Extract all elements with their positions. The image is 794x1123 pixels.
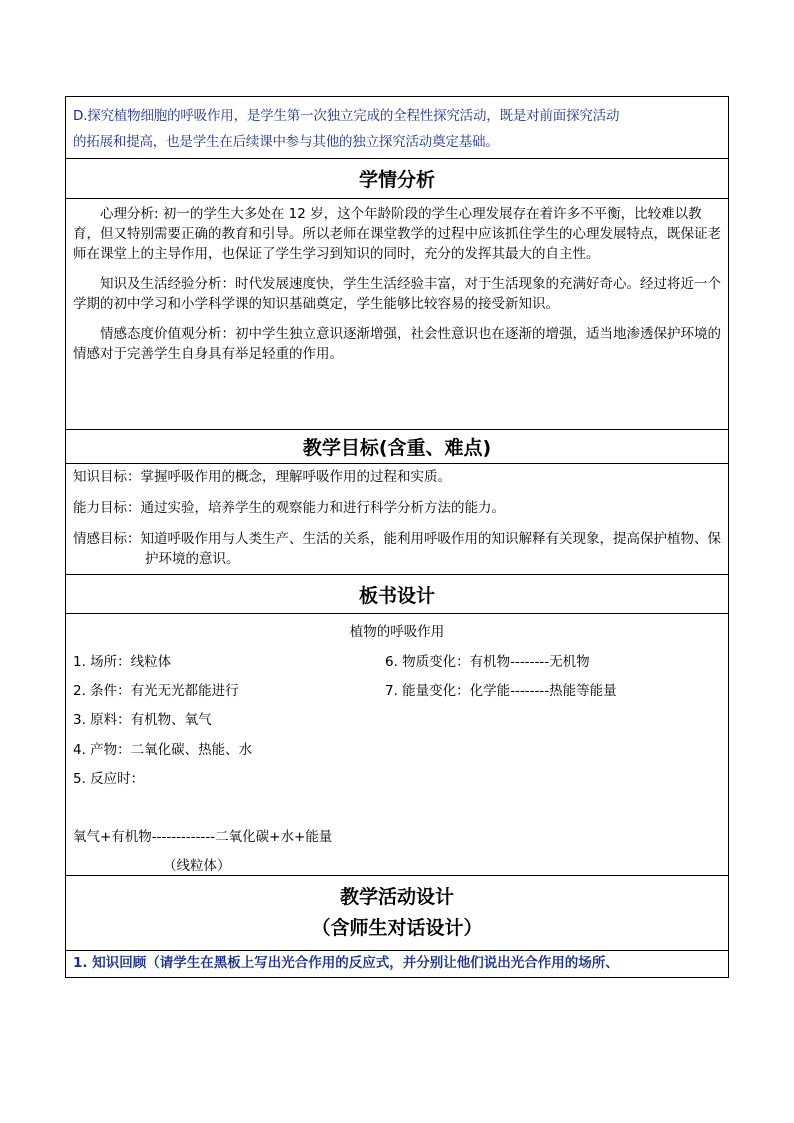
section-title-activity: 教学活动设计 xyxy=(339,886,454,908)
objectives-content xyxy=(66,464,728,569)
board-content xyxy=(66,614,728,875)
activity-step-1: 1. 知识回顾（请学生在黑板上写出光合作用的反应式，并分别让他们说出光合作用的场所、 xyxy=(73,955,619,971)
objectives-row xyxy=(66,464,729,575)
learning-analysis-heading-row xyxy=(66,159,729,199)
section-title-board: 板书设计 xyxy=(66,575,729,614)
emotion-objective: 情感目标：知道呼吸作用与人类生产、生活的关系，能利用呼吸作用的知识解释有关现象，提高保护植物、保护环境的意识。 xyxy=(73,531,721,567)
section-title-objectives: 教学目标(含重、难点) xyxy=(66,430,729,464)
board-item-2: 2. 条件：有光无光都能进行 xyxy=(73,683,239,699)
activity-heading-row xyxy=(66,876,729,951)
ability-objective: 能力目标：通过实验，培养学生的观察能力和进行科学分析方法的能力。 xyxy=(73,500,505,516)
board-item-3: 3. 原料：有机物、氧气 xyxy=(73,712,212,728)
values-analysis: 情感态度价值观分析：初中学生独立意识逐渐增强，社会性意识也在逐渐的增强，适当地渗透保护环境的情感对于完善学生自身具有举足轻重的作用。 xyxy=(73,326,721,362)
activity-row xyxy=(66,951,729,978)
board-item-6: 6. 物质变化：有机物--------无机物 xyxy=(385,654,590,670)
reaction-condition: （线粒体） xyxy=(163,858,231,874)
learning-analysis-row xyxy=(66,199,729,430)
intro-text xyxy=(66,97,728,155)
board-item-5: 5. 反应时： xyxy=(73,771,145,787)
intro-line-2: 的拓展和提高，也是学生在后续课中参与其他的独立探究活动奠定基础。 xyxy=(73,134,499,150)
board-row xyxy=(66,614,729,876)
learning-analysis-content xyxy=(66,199,728,364)
knowledge-objective: 知识目标：掌握呼吸作用的概念，理解呼吸作用的过程和实质。 xyxy=(73,469,451,485)
board-item-7: 7. 能量变化：化学能--------热能等能量 xyxy=(385,683,617,699)
intro-row xyxy=(66,97,729,159)
intro-line-1: D.探究植物细胞的呼吸作用，是学生第一次独立完成的全程性探究活动，既是对前面探究活动 xyxy=(73,108,620,124)
knowledge-experience-analysis: 知识及生活经验分析：时代发展速度快，学生生活经验丰富，对于生活现象的充满好奇心。经过将近一个学期的初中学习和小学科学课的知识基础奠定，学生能够比较容易的接受新知识。 xyxy=(73,276,721,312)
psychology-analysis: 心理分析: 初一的学生大多处在 12 岁，这个年龄阶段的学生心理发展存在着许多不平衡，比较难以教育，但又特别需要正确的教育和引导。所以老师在课堂教学的过程中应该抓住学生的心理发展特点，既保证老师在课堂上的主导作用，也保证了学生学习到知识的同时，充分的发挥其最大的自主性。 xyxy=(73,206,721,262)
board-subtitle: 植物的呼吸作用 xyxy=(349,624,445,640)
lesson-plan-table xyxy=(65,96,729,978)
board-heading-row xyxy=(66,575,729,614)
section-subtitle-activity: （含师生对话设计） xyxy=(311,917,483,939)
document-page xyxy=(65,96,729,978)
board-item-1: 1. 场所：线粒体 xyxy=(73,654,172,670)
section-title-learning-analysis: 学情分析 xyxy=(66,159,729,199)
reaction-equation: 氧气+有机物-------------二氧化碳+水+能量 xyxy=(73,829,333,845)
objectives-heading-row xyxy=(66,430,729,464)
board-item-4: 4. 产物：二氧化碳、热能、水 xyxy=(73,742,253,758)
